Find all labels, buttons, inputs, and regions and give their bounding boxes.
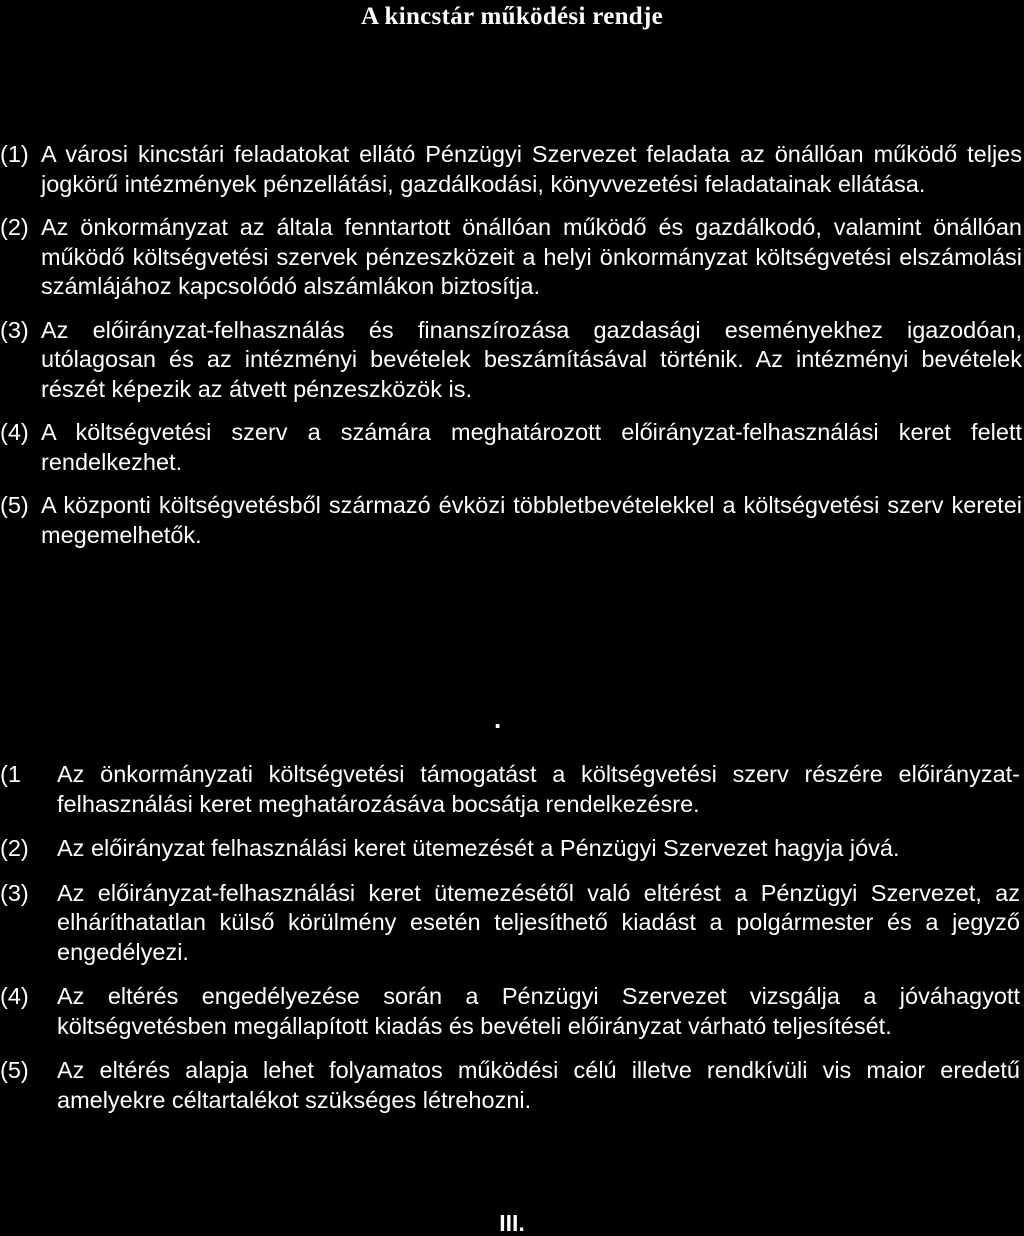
paragraph-number: (5) xyxy=(0,492,29,518)
paragraph-5 xyxy=(0,1056,1024,1115)
paragraph-1 xyxy=(0,140,1024,199)
paragraph-text: Az előirányzat-felhasználás és finanszírozása gazdasági eseményekhez igazodóan, utólagosan és az intézményi bevételek beszámításával történik. Az intézményi bevételek részét képezik az átvett pénzeszközök is. xyxy=(41,316,1022,402)
paragraph-text: Az eltérés engedélyezése során a Pénzügyi Szervezet vizsgálja a jóváhagyott költségvetésben megállapított kiadás és bevételi előirányzat várható teljesítését. xyxy=(57,983,1020,1039)
paragraph-text: Az előirányzat felhasználási keret ütemezését a Pénzügyi Szervezet hagyja jóvá. xyxy=(57,835,900,861)
paragraph-5 xyxy=(0,491,1024,550)
paragraph-number: (1 xyxy=(0,761,21,787)
paragraph-text: Az eltérés alapja lehet folyamatos működési célú illetve rendkívüli vis maior eredetű amelyekre céltartalékot szükséges létrehozni. xyxy=(57,1057,1020,1113)
paragraph-3 xyxy=(0,879,1024,968)
paragraph-number: (3) xyxy=(0,316,29,343)
paragraph-1 xyxy=(0,760,1024,819)
paragraph-2 xyxy=(0,834,1024,864)
section-separator-dot: . xyxy=(494,704,502,734)
paragraph-text: Az önkormányzati költségvetési támogatást a költségvetési szerv részére előirányzat-felhasználási keret meghatározásáva bocsátja rendelkezésre. xyxy=(57,761,1020,817)
paragraph-number: (5) xyxy=(0,1057,29,1083)
section-appropriation-rules xyxy=(0,760,1024,1130)
paragraph-number: (2) xyxy=(0,214,29,240)
paragraph-3 xyxy=(0,316,1024,405)
paragraph-4 xyxy=(0,982,1024,1041)
paragraph-text: Az előirányzat-felhasználási keret ütemezésétől való eltérést a Pénzügyi Szervezet, az elháríthatatlan külső körülmény esetén teljesíthető kiadást a polgármester és a jegyző engedélyezi. xyxy=(57,879,1020,965)
paragraph-text: A költségvetési szerv a számára meghatározott előirányzat-felhasználási keret felett rendelkezhet. xyxy=(41,419,1022,475)
paragraph-number: (4) xyxy=(0,419,29,445)
paragraph-text: A központi költségvetésből származó évközi többletbevételekkel a költségvetési szerv keretei megemelhetők. xyxy=(41,492,1022,548)
paragraph-2 xyxy=(0,213,1024,302)
next-section-heading: III. xyxy=(499,1210,525,1236)
paragraph-number: (3) xyxy=(0,879,29,906)
paragraph-number: (4) xyxy=(0,983,29,1009)
section-kincstar-rules xyxy=(0,140,1024,564)
paragraph-text: A városi kincstári feladatokat ellátó Pénzügyi Szervezet feladata az önállóan működő teljes jogkörű intézmények pénzellátási, gazdálkodási, könyvvezetési feladatainak ellátása. xyxy=(41,141,1022,197)
paragraph-number: (1) xyxy=(0,141,29,167)
page-title: A kincstár működési rendje xyxy=(360,3,664,30)
paragraph-4 xyxy=(0,418,1024,477)
paragraph-text: Az önkormányzat az általa fenntartott önállóan működő és gazdálkodó, valamint önállóan működő költségvetési szervek pénzeszközeit a helyi önkormányzat költségvetési elszámolási számlájához kapcsolódó alszámlákon biztosítja. xyxy=(41,214,1022,299)
paragraph-number: (2) xyxy=(0,835,29,861)
